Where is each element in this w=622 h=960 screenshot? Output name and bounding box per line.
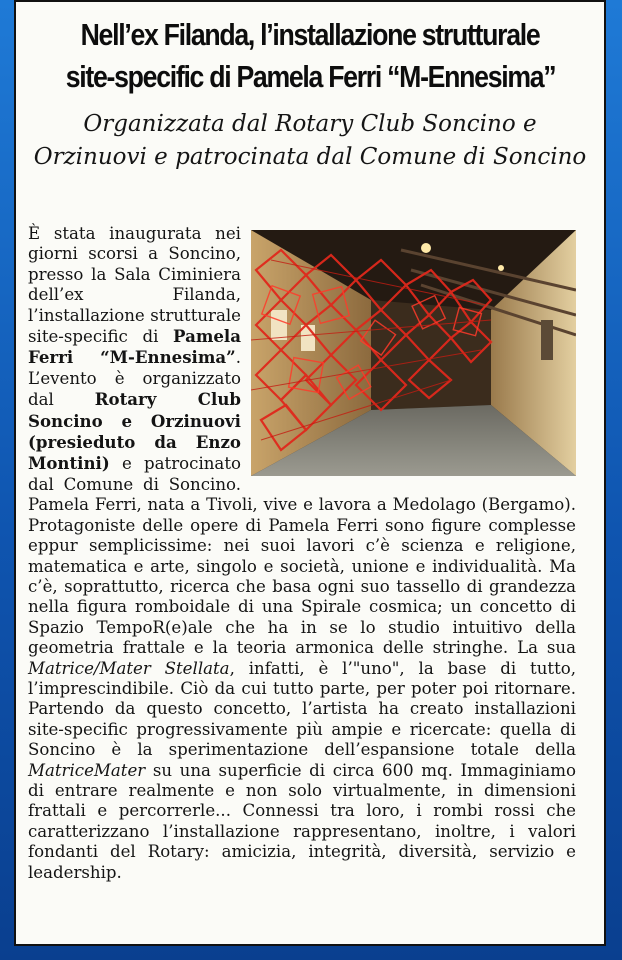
body-italic-matricemater: MatriceMater xyxy=(28,760,146,780)
body-text-4: , infatti, è l’"uno", la base di tutto, l’imprescindibile. Ciò da cui tutto parte, per poter poi ritornare. Partendo da questo concetto, l’artista ha creato installazioni site-specific progressivamente più ampie e ricercate: quella di Soncino è la sperimentazione dell’espansione totale della xyxy=(28,658,576,760)
installation-photo xyxy=(251,230,576,476)
headline-line-2: site-specific di Pamela Ferri “M-Ennesima” xyxy=(65,59,556,94)
body-text-5: su una superficie di circa 600 mq. Immaginiamo di entrare realmente e non solo virtualmente, in dimensioni frattali e percorrerle... Connessi tra loro, i rombi rossi che caratterizzano l’installazione rappresentano, inoltre, i valori fondanti del Rotary: amicizia, integrità, diversità, servizio e leadership. xyxy=(28,760,576,882)
subhead-line-1: Organizzata dal Rotary Club Soncino e xyxy=(83,111,537,137)
body-bold-artist: Pamela Ferri “M-Ennesima” xyxy=(28,326,241,368)
article-headline xyxy=(66,14,554,98)
headline-line-1: Nell’ex Filanda, l’installazione strutturale xyxy=(80,17,540,52)
body-italic-matrice-stellata: Matrice/Mater Stellata xyxy=(28,658,230,678)
body-text-1: È stata inaugurata nei giorni scorsi a Soncino, presso la Sala Ciminiera dell’ex Filanda, l’installazione strutturale site-specific di xyxy=(28,224,241,347)
body-bold-organizer: Rotary Club Soncino e Orzinuovi (presieduto da Enzo Montini) xyxy=(28,389,241,474)
body-text-3: e patrocinato dal Comune di Soncino. Pamela Ferri, nata a Tivoli, vive e lavora a Medolago (Bergamo). Protagoniste delle opere di Pamela Ferri sono figure complesse eppur semplicissime: nei suoi lavori c’è scienza e religione, matematica e arte, singolo e società, unione e individualità. Ma c’è, soprattutto, ricerca che basa ogni suo tassello di grandezza nella figura romboidale di una Spirale cosmica; un concetto di Spazio TempoR(e)ale che ha in se lo studio intuitivo della geometria frattale e la teoria armonica delle stringhe. La sua xyxy=(28,454,576,658)
installation-photo-graphic xyxy=(251,230,576,476)
article-subheadline xyxy=(24,108,596,174)
body-text-2: . L’evento è organizzato dal xyxy=(28,348,241,410)
article-body xyxy=(28,224,576,883)
subhead-line-2: Orzinuovi e patrocinata dal Comune di Soncino xyxy=(33,144,587,170)
